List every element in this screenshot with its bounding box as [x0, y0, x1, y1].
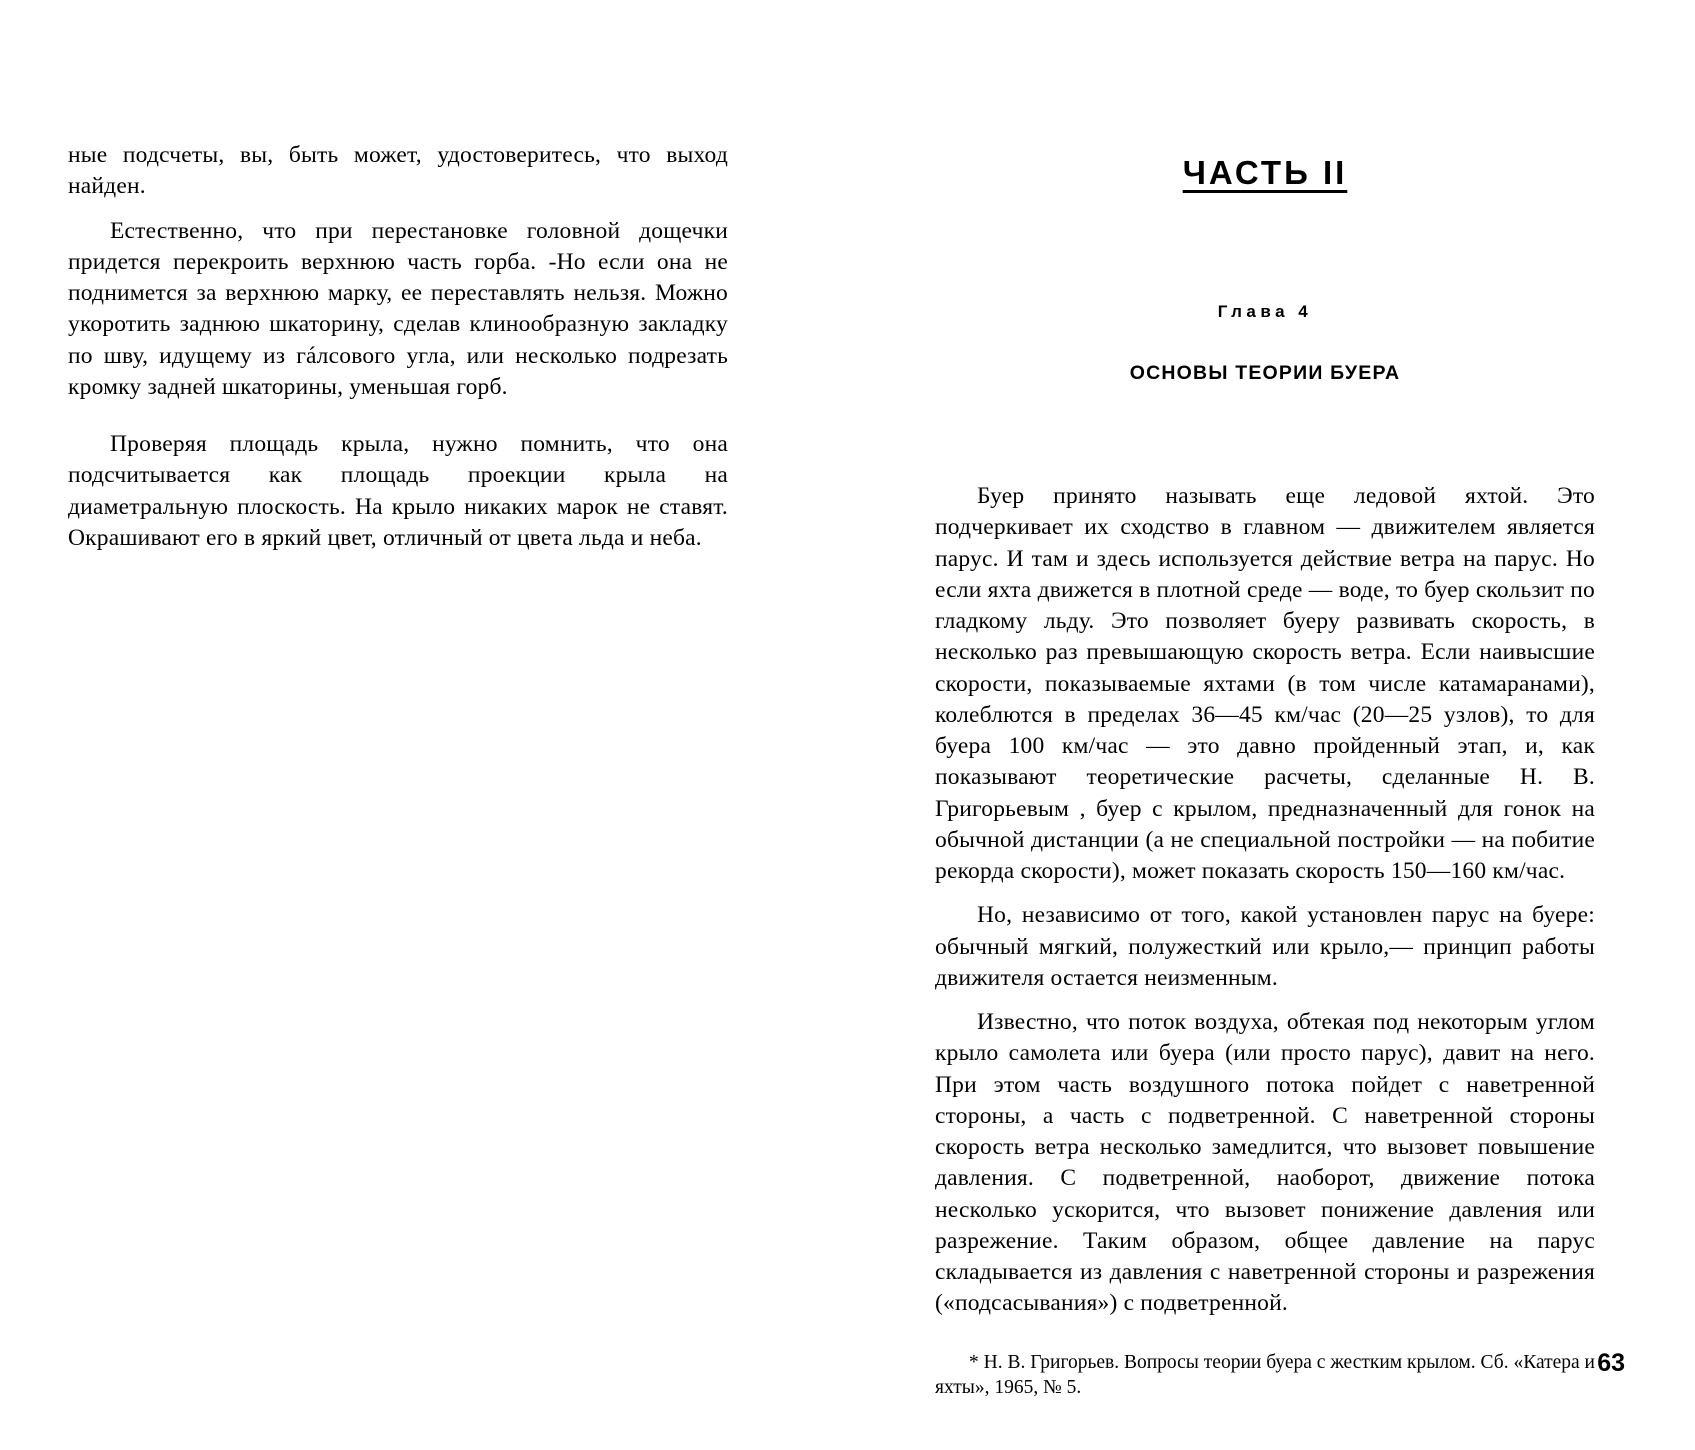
right-text-column — [935, 140, 1595, 1420]
paragraph: Естественно, что при перестановке головной дощечки придется перекроить верхнюю часть горба. -Но если она не поднимется за верхнюю марку, ее переставлять нельзя. Можно укоротить заднюю шкаторину, сделав клинообразную закладку по шву, идущему из гáлсового угла, или несколько подрезать кромку задней шкаторины, уменьшая горб. — [68, 217, 728, 400]
chapter-title: ОСНОВЫ ТЕОРИИ БУЕРА — [1129, 362, 1401, 384]
paragraph: Проверяя площадь крыла, нужно помнить, что она подсчитывается как площадь проекции крыла на диаметральную плоскость. На крыло никаких марок не ставят. Окрашивают его в яркий цвет, отличный от цвета льда и неба. — [68, 431, 728, 551]
paragraph: Известно, что поток воздуха, обтекая под некоторым углом крыло самолета или буера (или просто парус), давит на него. При этом часть воздушного потока пойдет с наветренной стороны, а часть с подветренной. С наветренной стороны скорость ветра несколько замедлится, что вызовет повышение давления. С подветренной, наоборот, движение потока несколько ускорится, что вызовет понижение давления или разрежение. Таким образом, общее давление на парус складывается из давления с наветренной стороны и разрежения («подсасывания») с подветренной. — [935, 1009, 1595, 1317]
paragraph: Буер принято называть еще ледовой яхтой. Это подчеркивает их сходство в главном — движителем является парус. И там и здесь используется действие ветра на парус. Но если яхта движется в плотной среде — воде, то буер скользит по гладкому льду. Это позволяет буеру развивать скорость, в несколько раз превышающую скорость ветра. Если наивысшие скорости, показываемые яхтами (в том числе катамаранами), колеблются в пределах 36—45 км/час (20—25 узлов), то для буера 100 км/час — это давно пройденный этап, и, как показывают теоретические расчеты, сделанные Н. В. Григорьевым , буер с крылом, предназначенный для гонок на обычной дистанции (а не специальной постройки — на побитие рекорда скорости), может показать скорость 150—160 км/час. — [935, 483, 1595, 884]
chapter-label: Глава 4 — [1217, 302, 1313, 321]
page-number: 63 — [1597, 1349, 1625, 1377]
paragraph: ные подсчеты, вы, быть может, удостоверитесь, что выход найден. — [68, 142, 728, 200]
part-title: ЧАСТЬ II — [1182, 154, 1348, 191]
left-text-column — [68, 140, 728, 554]
paragraph: Но, независимо от того, какой установлен парус на буере: обычный мягкий, полужесткий или крыло,— принцип работы движителя остается неизменным. — [935, 902, 1595, 991]
footnote: * Н. В. Григорьев. Вопросы теории буера с жестким крылом. Сб. «Катера и яхты», 1965, № 5. — [935, 1351, 1595, 1398]
chapter-body — [935, 385, 1595, 1400]
